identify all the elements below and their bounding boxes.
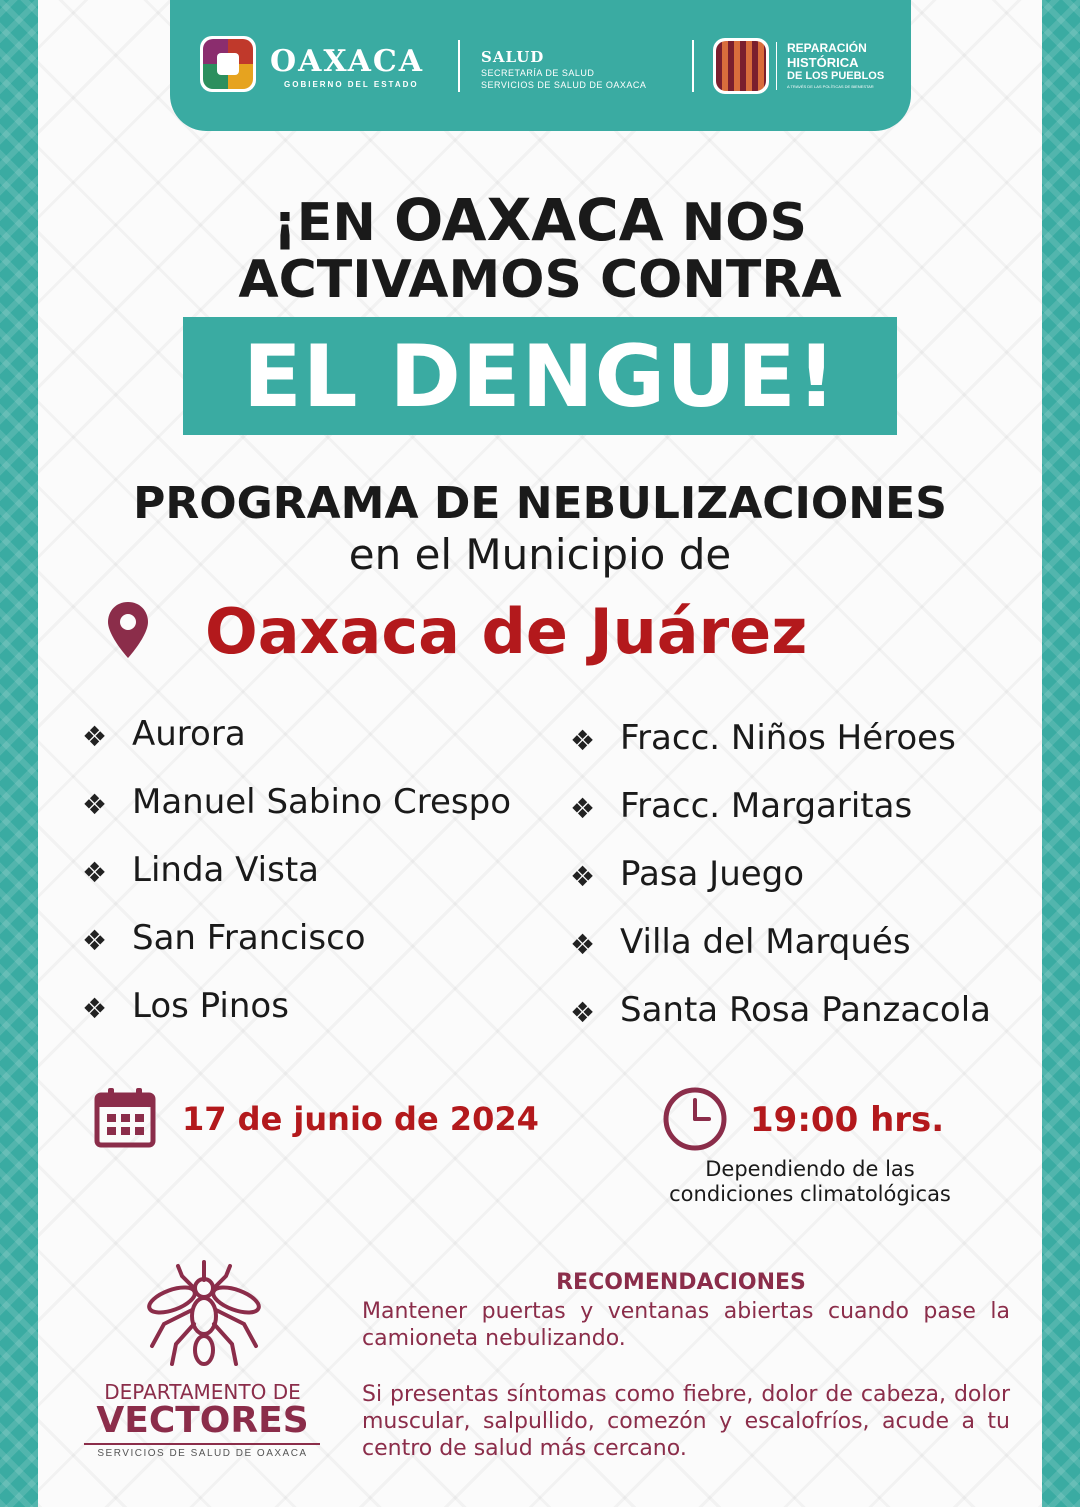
header-divider — [776, 42, 777, 90]
recommendations-title: RECOMENDACIONES — [556, 1270, 806, 1295]
header-divider — [458, 40, 460, 92]
diamond-bullet-icon: ❖ — [82, 992, 108, 1025]
diamond-bullet-icon: ❖ — [82, 720, 108, 753]
diamond-bullet-icon: ❖ — [570, 860, 596, 893]
calendar-icon — [94, 1087, 156, 1149]
program-subheading: en el Municipio de — [348, 530, 732, 579]
department-divider — [84, 1443, 320, 1445]
diamond-bullet-icon: ❖ — [570, 928, 596, 961]
reparacion-line3: DE LOS PUEBLOS — [787, 70, 885, 82]
diamond-bullet-icon: ❖ — [570, 724, 596, 757]
recommendation-1: Mantener puertas y ventanas abiertas cuando pase la camioneta nebulizando. — [362, 1299, 1010, 1351]
reparacion-tiny: A TRAVÉS DE LAS POLÍTICAS DE BIENESTAR — [787, 84, 874, 89]
oaxaca-logo-name: OAXACA — [270, 44, 425, 79]
reparacion-line2: HISTÓRICA — [787, 55, 859, 70]
dengue-text: EL DENGUE! — [243, 327, 837, 427]
title-line1: ¡EN OAXACA NOS — [273, 186, 807, 254]
salud-title: SALUD — [481, 48, 545, 66]
map-pin-icon — [105, 600, 151, 660]
department-line1: DEPARTAMENTO DE — [104, 1380, 301, 1404]
title-oaxaca: OAXACA — [393, 186, 664, 254]
weather-condition-note: Dependiendo de las condiciones climatológicas — [669, 1157, 951, 1206]
flyer: OAXACA GOBIERNO DEL ESTADO SALUD SECRETARÍA DE SALUD SERVICIOS DE SALUD DE OAXACA REPARACIÓN HISTÓRICA DE LOS PUEBLOS A TRAVÉS DE LAS POLÍTICAS DE BIENESTAR ¡EN OAXACA NOS ACTIVAMOS CONTRA EL DENGUE! PROGRAMA DE NEBULIZACIONES en el Municipio de Oaxaca de Juárez ❖ Aurora ❖ Manuel Sabino Crespo ❖ Linda Vista ❖ San Francisco ❖ Los Pinos ❖ Fracc. Niños Héroes ❖ Fracc. Margaritas ❖ Pasa Juego ❖ Villa del Marqués ❖ Santa Rosa Panzacola 17 de junio de 2024 19:00 hrs. Dependiendo de las condiciones climatológicas DEPARTAMENTO DE VECTORES SERVICIOS DE SALUD DE OAXACA RECOMENDACIONES Mantener puertas y ventanas abiertas cuando pase la camioneta nebulizando. Si presentas síntomas como fiebre, dolor de cabeza, dolor muscular, salpullido, comezón y escalofríos, acude a tu centro de salud más cercano. — [0, 0, 1080, 1507]
salud-line1: SECRETARÍA DE SALUD — [481, 68, 595, 78]
clock-icon — [662, 1086, 728, 1152]
reparacion-logo-icon — [713, 38, 769, 94]
program-heading: PROGRAMA DE NEBULIZACIONES — [133, 478, 947, 529]
mosquito-icon — [142, 1258, 266, 1368]
department-name: VECTORES — [96, 1400, 309, 1441]
oaxaca-logo-icon — [200, 36, 256, 92]
reparacion-line1: REPARACIÓN — [787, 41, 867, 55]
department-subtitle: SERVICIOS DE SALUD DE OAXACA — [97, 1448, 308, 1459]
dengue-highlight — [183, 317, 897, 435]
diamond-bullet-icon: ❖ — [570, 792, 596, 825]
municipio-name: Oaxaca de Juárez — [205, 595, 808, 668]
oaxaca-logo-tagline: GOBIERNO DEL ESTADO — [284, 80, 419, 89]
diamond-bullet-icon: ❖ — [82, 788, 108, 821]
salud-line2: SERVICIOS DE SALUD DE OAXACA — [481, 80, 647, 90]
header-divider — [692, 40, 694, 92]
header-banner — [170, 0, 911, 131]
diamond-bullet-icon: ❖ — [570, 996, 596, 1029]
event-date: 17 de junio de 2024 — [182, 1100, 539, 1138]
recommendation-2: Si presentas síntomas como fiebre, dolor de cabeza, dolor muscular, salpullido, comezón y escalofríos, acude a tu centro de salud más cercano. — [362, 1382, 1010, 1461]
title-line2: ACTIVAMOS CONTRA — [238, 250, 842, 310]
diamond-bullet-icon: ❖ — [82, 856, 108, 889]
diamond-bullet-icon: ❖ — [82, 924, 108, 957]
event-time: 19:00 hrs. — [750, 1100, 945, 1140]
